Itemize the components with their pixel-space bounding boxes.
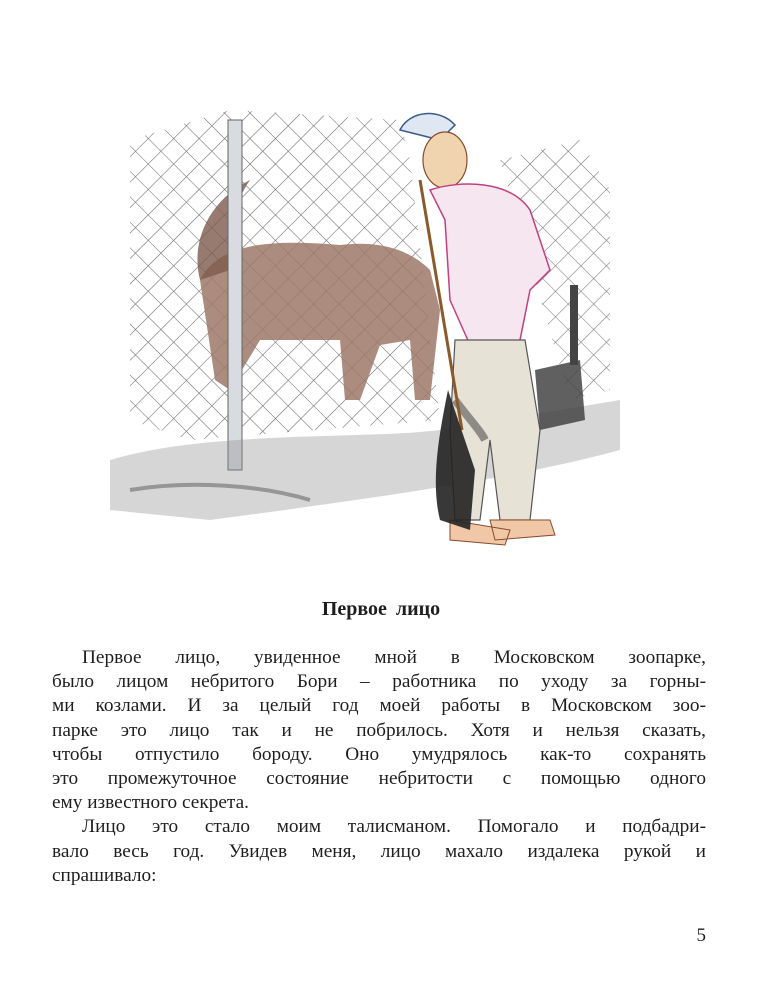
body-text: [52, 646, 706, 888]
text-line: вало весь год. Увидев меня, лицо махало издалека рукой и: [52, 840, 706, 862]
text-line: Лицо это стало моим талисманом. Помогало и подбадри-: [82, 816, 706, 838]
text-line: это промежуточное состояние небритости с помощью одного: [52, 767, 706, 789]
illustration-zookeeper-and-goat: [110, 100, 630, 560]
text-line: Первое лицо, увиденное мной в Московском зоопарке,: [82, 647, 706, 668]
text-line: было лицом небритого Бори – работника по уходу за горны-: [52, 671, 706, 693]
text-line: чтобы отпустило бороду. Оно умудрялось как-то сохранять: [52, 743, 706, 765]
text-line: ему известного секрета.: [52, 792, 249, 814]
text-line: парке это лицо так и не побрилось. Хотя и нельзя сказать,: [52, 719, 706, 741]
fence-post: [228, 120, 242, 470]
chapter-title: Первое лицо: [321, 598, 441, 620]
text-line: ми козлами. И за целый год моей работы в Московском зоо-: [52, 695, 706, 717]
page-number: 5: [696, 925, 706, 946]
text-line: спрашивало:: [52, 864, 157, 886]
